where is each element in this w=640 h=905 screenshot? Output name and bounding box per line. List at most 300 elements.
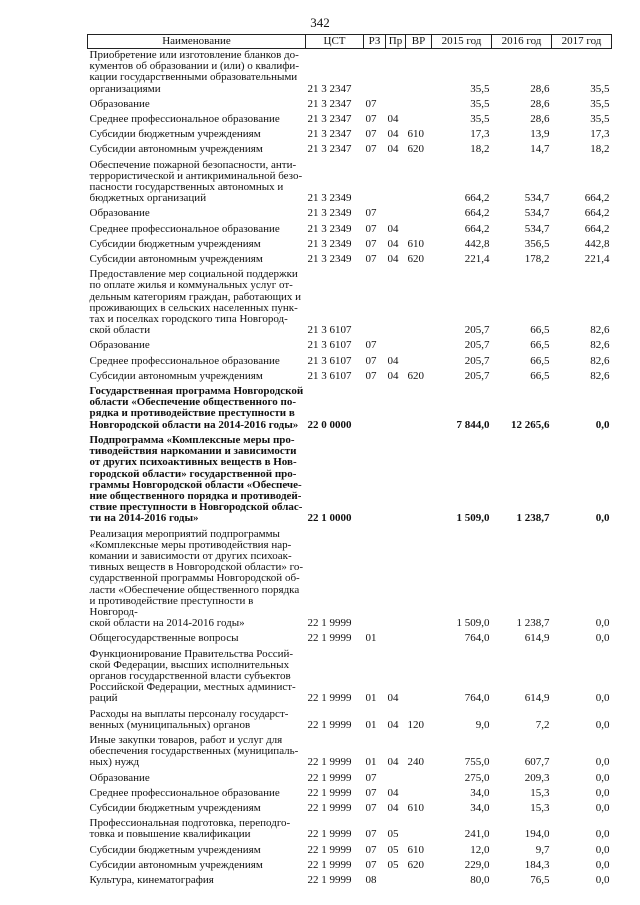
- row-pr: 04: [387, 718, 399, 731]
- row-name: [88, 128, 306, 143]
- row-rz: 07: [365, 253, 377, 266]
- row-name-line: Реализация мероприятий подпрограммы: [89, 527, 280, 540]
- row-2017: 0,0: [595, 786, 610, 799]
- row-2017: 0,0: [595, 771, 610, 784]
- row-pr: [386, 385, 406, 434]
- row-rz: 01: [365, 718, 377, 731]
- row-pr: 04: [387, 354, 399, 367]
- row-2016: 356,5: [524, 237, 550, 250]
- row-vr: [406, 268, 432, 339]
- row-vr: [406, 355, 432, 370]
- row-rz: 08: [365, 874, 377, 886]
- row-2016: 12 265,6: [511, 418, 550, 431]
- row-2017: 18,2: [590, 143, 610, 156]
- row-name-line: Функционирование Правительства Россий-: [89, 647, 294, 660]
- row-2017: 664,2: [584, 192, 610, 205]
- row-name-line: сударственной программы Новгородской об-: [89, 572, 300, 585]
- row-cst: 21 3 2347: [307, 113, 352, 126]
- row-2017: 0,0: [595, 692, 610, 705]
- row-pr: 05: [387, 828, 399, 841]
- row-2015: 764,0: [464, 692, 490, 705]
- row-name-line: Субсидии автономным учреждениям: [89, 369, 263, 382]
- row-name-line: Новгородской области на 2014-2016 годы»: [89, 418, 299, 431]
- row-pr: [386, 98, 406, 113]
- row-vr: [406, 98, 432, 113]
- row-2016: 194,0: [524, 828, 550, 841]
- table-row: [88, 385, 612, 434]
- table-row: [88, 253, 612, 268]
- row-2016: 7,2: [535, 718, 550, 731]
- row-name-line: Образование: [89, 97, 150, 110]
- row-rz: 07: [365, 843, 377, 856]
- row-2016: 1 238,7: [516, 512, 550, 525]
- row-2017: 0,0: [595, 756, 610, 769]
- row-name: [88, 113, 306, 128]
- row-pr: 04: [387, 369, 399, 382]
- row-cst: 22 1 9999: [307, 718, 352, 731]
- row-2015: 241,0: [464, 828, 490, 841]
- table-row: [88, 339, 612, 354]
- table-row: [88, 844, 612, 859]
- row-cst: 22 1 9999: [307, 771, 352, 784]
- row-2017: 0,0: [595, 843, 610, 856]
- row-2015: 35,5: [470, 82, 490, 95]
- row-2017: 82,6: [590, 339, 610, 352]
- row-rz: [364, 434, 386, 528]
- row-rz: 01: [365, 632, 377, 645]
- row-name-line: рядка и противодействие преступности в: [89, 407, 295, 420]
- row-2017: 0,0: [595, 512, 610, 525]
- row-name-line: Подпрограмма «Комплексные меры про-: [89, 433, 295, 446]
- row-name: [88, 708, 306, 734]
- row-2015: 221,4: [464, 253, 490, 266]
- row-vr: [406, 223, 432, 238]
- header-2016: 2016 год: [492, 35, 552, 49]
- row-2017: 35,5: [590, 82, 610, 95]
- row-name: [88, 159, 306, 208]
- table-row: [88, 802, 612, 817]
- row-pr: [386, 528, 406, 633]
- row-vr: 120: [407, 718, 424, 731]
- row-name-line: товка и повышение квалификации: [89, 828, 251, 841]
- row-name-line: по оплате жилья и коммунальных услуг от-: [89, 279, 293, 292]
- row-rz: [364, 49, 386, 98]
- row-name: [88, 874, 306, 889]
- table-row: [88, 143, 612, 158]
- table-row: [88, 113, 612, 128]
- row-name-line: Расходы на выплаты персоналу государст-: [89, 707, 289, 720]
- row-2015: 275,0: [464, 771, 490, 784]
- row-name-line: Субсидии автономным учреждениям: [89, 253, 263, 266]
- row-2015: 34,0: [470, 801, 490, 814]
- row-vr: 620: [407, 253, 424, 266]
- row-2015: 18,2: [470, 143, 490, 156]
- table-row: [88, 632, 612, 647]
- row-name-line: тах и поселках городского типа Новгород-: [89, 313, 288, 326]
- row-cst: 22 1 9999: [307, 786, 352, 799]
- row-name-line: венных (муниципальных) органов: [89, 718, 251, 731]
- row-2015: 205,7: [464, 339, 490, 352]
- row-cst: 22 1 9999: [307, 756, 352, 769]
- row-pr: 04: [387, 786, 399, 799]
- table-row: [88, 238, 612, 253]
- row-pr: [386, 772, 406, 787]
- table-row: [88, 49, 612, 98]
- row-name-line: обеспечения государственных (муниципаль-: [89, 745, 299, 758]
- row-cst: 22 0 0000: [307, 418, 352, 431]
- row-name: [88, 632, 306, 647]
- row-name-line: ти на 2014-2016 годы»: [89, 512, 199, 525]
- row-name: [88, 859, 306, 874]
- table-header-row: [88, 35, 612, 49]
- row-name: [88, 339, 306, 354]
- row-rz: 07: [365, 858, 377, 871]
- row-vr: 610: [407, 801, 424, 814]
- row-2017: 0,0: [595, 874, 610, 886]
- row-rz: 07: [365, 97, 377, 110]
- row-cst: 22 1 9999: [307, 692, 352, 705]
- row-vr: [406, 434, 432, 528]
- row-2015: 205,7: [464, 354, 490, 367]
- table-row: [88, 98, 612, 113]
- row-2016: 28,6: [530, 113, 550, 126]
- row-2016: 28,6: [530, 97, 550, 110]
- row-2017: 17,3: [590, 128, 610, 141]
- row-2017: 82,6: [590, 324, 610, 337]
- budget-table: [87, 34, 612, 889]
- row-2016: 9,7: [535, 843, 550, 856]
- row-2015: 664,2: [464, 192, 490, 205]
- row-2016: 534,7: [524, 222, 550, 235]
- row-name-line: ных) нужд: [89, 756, 140, 769]
- row-name: [88, 238, 306, 253]
- row-rz: [364, 528, 386, 633]
- header-2017: 2017 год: [552, 35, 612, 49]
- row-name-line: и противодействие преступности в Новгород-: [89, 594, 254, 618]
- row-pr: [386, 339, 406, 354]
- row-vr: [406, 817, 432, 843]
- row-name-line: Субсидии автономным учреждениям: [89, 858, 263, 871]
- row-name-line: ние общественного порядка и противодей-: [89, 489, 302, 502]
- row-2016: 1 238,7: [516, 617, 550, 630]
- table-row: [88, 817, 612, 843]
- row-2015: 664,2: [464, 207, 490, 220]
- row-2016: 66,5: [530, 324, 550, 337]
- row-name-line: ствие преступности в Новгородской облас-: [89, 501, 303, 514]
- row-name-line: бюджетных организаций: [89, 192, 207, 205]
- row-name-line: области «Обеспечение общественного по-: [89, 396, 296, 409]
- row-rz: 07: [365, 339, 377, 352]
- row-vr: [406, 207, 432, 222]
- table-row: [88, 268, 612, 339]
- row-name-line: Субсидии автономным учреждениям: [89, 143, 263, 156]
- row-vr: [406, 874, 432, 889]
- row-name: [88, 802, 306, 817]
- table-row: [88, 434, 612, 528]
- row-2016: 614,9: [524, 692, 550, 705]
- table-row: [88, 787, 612, 802]
- row-2016: 614,9: [524, 632, 550, 645]
- row-2017: 0,0: [595, 632, 610, 645]
- row-cst: 21 3 6107: [307, 354, 352, 367]
- page-number: 342: [310, 15, 330, 30]
- row-name: [88, 268, 306, 339]
- row-2016: 76,5: [530, 874, 550, 886]
- row-vr: [406, 787, 432, 802]
- row-rz: 07: [365, 113, 377, 126]
- row-name-line: кументов об образовании и (или) о квалифи-: [89, 60, 299, 73]
- row-2017: 0,0: [595, 418, 610, 431]
- row-cst: 22 1 9999: [307, 632, 352, 645]
- row-cst: 21 3 2349: [307, 253, 352, 266]
- row-2015: 205,7: [464, 369, 490, 382]
- table-row: [88, 859, 612, 874]
- row-cst: 22 1 9999: [307, 828, 352, 841]
- row-2015: 9,0: [475, 718, 490, 731]
- row-vr: 620: [407, 143, 424, 156]
- row-name: [88, 143, 306, 158]
- row-name-line: ласти «Обеспечение общественного порядка: [89, 583, 300, 596]
- row-2016: 15,3: [530, 801, 550, 814]
- row-name: [88, 370, 306, 385]
- row-2015: 35,5: [470, 97, 490, 110]
- row-pr: 04: [387, 801, 399, 814]
- row-name-line: Среднее профессиональное образование: [89, 786, 280, 799]
- row-vr: 610: [407, 128, 424, 141]
- table-row: [88, 223, 612, 238]
- row-cst: 22 1 9999: [307, 801, 352, 814]
- table-body: [88, 49, 612, 890]
- row-2015: 12,0: [470, 843, 490, 856]
- row-2016: 178,2: [524, 253, 550, 266]
- row-vr: [406, 159, 432, 208]
- row-vr: [406, 632, 432, 647]
- row-name-line: пасности государственных автономных и: [89, 181, 284, 194]
- header-name: Наименование: [88, 35, 306, 49]
- row-cst: 21 3 2347: [307, 143, 352, 156]
- row-2015: 1 509,0: [456, 512, 490, 525]
- row-2015: 764,0: [464, 632, 490, 645]
- row-cst: 21 3 2349: [307, 222, 352, 235]
- row-pr: 04: [387, 143, 399, 156]
- row-cst: 21 3 6107: [307, 369, 352, 382]
- row-name-line: Среднее профессиональное образование: [89, 113, 280, 126]
- row-2015: 1 509,0: [456, 617, 490, 630]
- row-vr: [406, 648, 432, 708]
- row-2017: 0,0: [595, 801, 610, 814]
- row-2015: 7 844,0: [456, 418, 490, 431]
- row-2016: 607,7: [524, 756, 550, 769]
- row-2016: 66,5: [530, 354, 550, 367]
- row-cst: 22 1 9999: [307, 617, 352, 630]
- row-2016: 209,3: [524, 771, 550, 784]
- row-cst: 21 3 2347: [307, 82, 352, 95]
- row-rz: 07: [365, 237, 377, 250]
- row-name-line: Субсидии бюджетным учреждениям: [89, 843, 261, 856]
- row-name: [88, 787, 306, 802]
- row-vr: [406, 772, 432, 787]
- row-pr: 04: [387, 222, 399, 235]
- row-name-line: Общегосударственные вопросы: [89, 632, 239, 645]
- row-cst: 22 1 0000: [307, 512, 352, 525]
- row-2016: 15,3: [530, 786, 550, 799]
- row-2017: 0,0: [595, 617, 610, 630]
- row-2016: 534,7: [524, 192, 550, 205]
- row-pr: [386, 207, 406, 222]
- row-name-line: Образование: [89, 339, 150, 352]
- row-2015: 35,5: [470, 113, 490, 126]
- row-name-line: Субсидии бюджетным учреждениям: [89, 801, 261, 814]
- row-cst: 22 1 9999: [307, 874, 352, 886]
- row-name-line: Приобретение или изготовление бланков до-: [89, 49, 299, 61]
- row-pr: 04: [387, 113, 399, 126]
- row-name-line: кации государственными образовательными: [89, 71, 298, 84]
- row-cst: 21 3 6107: [307, 324, 352, 337]
- row-name: [88, 648, 306, 708]
- header-cst: ЦСТ: [306, 35, 364, 49]
- row-vr: [406, 339, 432, 354]
- row-cst: 21 3 2349: [307, 192, 352, 205]
- row-2016: 28,6: [530, 82, 550, 95]
- row-name-line: органов государственной власти субъектов: [89, 669, 291, 682]
- row-name: [88, 734, 306, 772]
- row-name-line: комании и зависимости от других психоак-: [89, 549, 292, 562]
- row-cst: 21 3 2349: [307, 207, 352, 220]
- header-rz: РЗ: [364, 35, 386, 49]
- row-pr: 04: [387, 128, 399, 141]
- row-pr: [386, 268, 406, 339]
- row-name-line: городской области» государственной про-: [89, 467, 297, 480]
- table-row: [88, 207, 612, 222]
- row-rz: [364, 159, 386, 208]
- table-row: [88, 128, 612, 143]
- row-2017: 0,0: [595, 858, 610, 871]
- table-row: [88, 370, 612, 385]
- row-name: [88, 49, 306, 98]
- table-row: [88, 648, 612, 708]
- row-name-line: тивных веществ в Новгородской области» го-: [89, 561, 304, 574]
- row-pr: 05: [387, 858, 399, 871]
- row-cst: 21 3 2347: [307, 128, 352, 141]
- row-name-line: организациями: [89, 82, 161, 95]
- row-pr: [386, 434, 406, 528]
- row-2016: 184,3: [524, 858, 550, 871]
- row-rz: 07: [365, 143, 377, 156]
- row-name: [88, 434, 306, 528]
- row-name-line: ской области на 2014-2016 годы»: [89, 617, 245, 630]
- row-pr: [386, 632, 406, 647]
- row-name-line: Субсидии бюджетным учреждениям: [89, 128, 261, 141]
- row-name-line: Образование: [89, 207, 150, 220]
- row-name: [88, 355, 306, 370]
- row-name-line: ской Федерации, высших исполнительных: [89, 658, 290, 671]
- row-2017: 35,5: [590, 97, 610, 110]
- row-name-line: проживающих в сельских населенных пунк-: [89, 301, 298, 314]
- row-vr: [406, 528, 432, 633]
- row-name: [88, 528, 306, 633]
- row-name-line: «Комплексные меры противодействия нар-: [89, 538, 292, 551]
- row-name-line: Субсидии бюджетным учреждениям: [89, 237, 261, 250]
- row-name-line: Государственная программа Новгородской: [89, 385, 304, 398]
- row-cst: 22 1 9999: [307, 843, 352, 856]
- row-vr: 620: [407, 858, 424, 871]
- row-rz: 07: [365, 786, 377, 799]
- row-cst: 22 1 9999: [307, 858, 352, 871]
- row-2017: 442,8: [584, 237, 610, 250]
- row-vr: [406, 385, 432, 434]
- row-name-line: Среднее профессиональное образование: [89, 222, 280, 235]
- row-name-line: дельным категориям граждан, работающих и: [89, 290, 302, 303]
- row-rz: 07: [365, 828, 377, 841]
- row-2017: 664,2: [584, 207, 610, 220]
- row-name-line: раций: [89, 692, 118, 705]
- row-name-line: Профессиональная подготовка, переподго-: [89, 817, 291, 830]
- row-name-line: граммы Новгородской области «Обеспече-: [89, 478, 302, 491]
- row-rz: 07: [365, 128, 377, 141]
- row-2017: 664,2: [584, 222, 610, 235]
- row-2015: 229,0: [464, 858, 490, 871]
- row-name: [88, 844, 306, 859]
- row-rz: [364, 385, 386, 434]
- row-name-line: Культура, кинематография: [89, 874, 214, 886]
- row-vr: [406, 49, 432, 98]
- row-2015: 755,0: [464, 756, 490, 769]
- row-name-line: Российской Федерации, местных админист-: [89, 681, 296, 694]
- row-name-line: Предоставление мер социальной поддержки: [89, 268, 298, 281]
- row-rz: 07: [365, 771, 377, 784]
- table-row: [88, 772, 612, 787]
- row-name: [88, 385, 306, 434]
- table-row: [88, 355, 612, 370]
- row-cst: 21 3 2347: [307, 97, 352, 110]
- row-name-line: Среднее профессиональное образование: [89, 354, 280, 367]
- row-pr: [386, 874, 406, 889]
- table-row: [88, 734, 612, 772]
- row-rz: 07: [365, 369, 377, 382]
- table-row: [88, 159, 612, 208]
- row-2017: 0,0: [595, 828, 610, 841]
- row-cst: 21 3 2349: [307, 237, 352, 250]
- row-vr: [406, 113, 432, 128]
- row-2016: 66,5: [530, 339, 550, 352]
- row-2015: 34,0: [470, 786, 490, 799]
- row-2016: 66,5: [530, 369, 550, 382]
- row-pr: 04: [387, 692, 399, 705]
- row-name-line: тиводействия наркомании и зависимости: [89, 445, 297, 458]
- row-vr: 620: [407, 369, 424, 382]
- row-2017: 35,5: [590, 113, 610, 126]
- row-name: [88, 207, 306, 222]
- row-name-line: Обеспечение пожарной безопасности, анти-: [89, 158, 297, 171]
- row-pr: 04: [387, 237, 399, 250]
- row-rz: 07: [365, 207, 377, 220]
- row-2015: 442,8: [464, 237, 490, 250]
- row-pr: 04: [387, 253, 399, 266]
- row-2015: 205,7: [464, 324, 490, 337]
- row-pr: 04: [387, 756, 399, 769]
- row-2015: 80,0: [470, 874, 490, 886]
- row-name: [88, 223, 306, 238]
- row-rz: 01: [365, 756, 377, 769]
- row-name: [88, 98, 306, 113]
- row-2017: 82,6: [590, 369, 610, 382]
- table-row: [88, 874, 612, 889]
- row-2017: 82,6: [590, 354, 610, 367]
- row-rz: 07: [365, 222, 377, 235]
- table-row: [88, 528, 612, 633]
- row-name: [88, 253, 306, 268]
- row-name-line: Образование: [89, 771, 150, 784]
